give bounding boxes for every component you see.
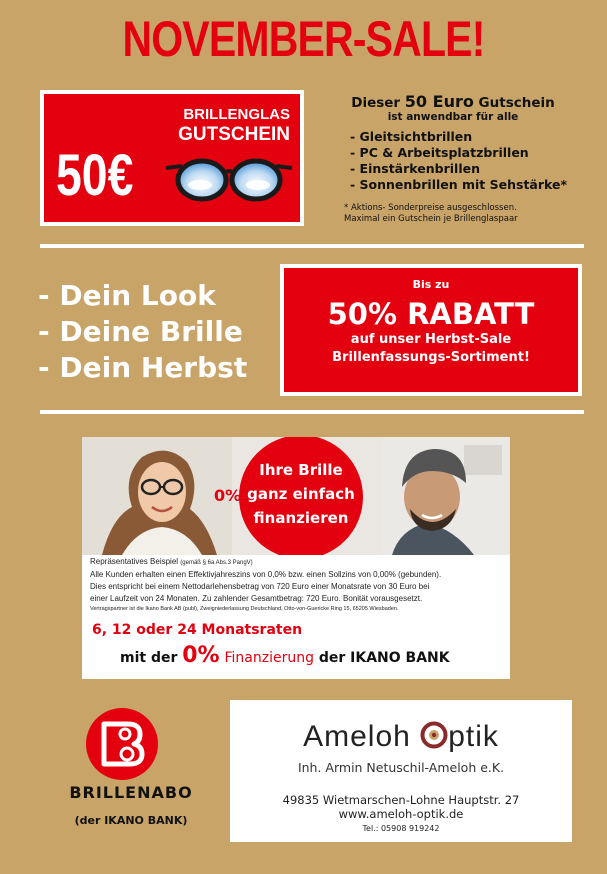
financing-box [82, 437, 510, 679]
rep-title: Repräsentatives Beispiel (gemäß § 6a Abs.3 PangV) [90, 557, 253, 566]
eye-logo-icon [420, 721, 448, 749]
shop-name: Ameloh ptik [303, 720, 499, 753]
list-item: - PC & Arbeitsplatzbrillen [350, 145, 529, 160]
voucher-info-sub: ist anwendbar für alle [387, 111, 519, 123]
brillenabo-name: BRILLENABO [69, 783, 193, 802]
shop-box [230, 700, 572, 842]
shop-website: www.ameloh-optik.de [338, 807, 464, 821]
list-item: - Sonnenbrillen mit Sehstärke* [350, 177, 568, 192]
finance-bank-line: mit der 0% Finanzierung der IKANO BANK [120, 643, 450, 668]
slogan-item: - Dein Look [38, 279, 216, 312]
discount-line: Brillenfassungs-Sortiment! [332, 350, 530, 365]
financing-photo [82, 437, 510, 555]
shop-phone: Tel.: 05908 919242 [362, 824, 440, 833]
finance-bubble-line: ganz einfach [247, 485, 355, 503]
discount-prefix: Bis zu [412, 278, 450, 291]
voucher-info [318, 92, 588, 225]
list-item: - Einstärkenbrillen [350, 161, 480, 176]
finance-bubble-line: Ihre Brille [259, 461, 343, 479]
slogan-item: - Deine Brille [38, 315, 243, 348]
shop-owner: Inh. Armin Netuschil-Ameloh e.K. [297, 760, 505, 775]
rep-line: Alle Kunden erhalten einen Effektivjahreszins von 0,0% bzw. einen Sollzins von 0,00% (gebunden). [90, 570, 442, 579]
rep-line: einer Laufzeit von 24 Monaten. Zu zahlender Gesamtbetrag: 720 Euro. Bonität vorausgesetzt. [90, 594, 423, 603]
finance-rates: 6, 12 oder 24 Monatsraten [92, 622, 303, 638]
rep-line: Dies entspricht bei einem Nettodarlehensbetrag von 720 Euro einer Monatsrate von 30 Euro bei [90, 582, 430, 591]
slogan-list [38, 278, 247, 386]
financing-legal-text [90, 556, 505, 614]
voucher-info-heading: Dieser 50 Euro Gutschein [351, 92, 555, 111]
shop-address: 49835 Wietmarschen-Lohne Hauptstr. 27 [282, 793, 520, 807]
voucher-product-list [318, 129, 588, 193]
divider [40, 244, 584, 248]
discount-line: auf unser Herbst-Sale [350, 332, 512, 347]
discount-box [280, 264, 582, 396]
voucher-box [40, 90, 304, 226]
rep-partner: Vertragspartner ist die Ikano Bank AB (publ), Zweigniederlassung Deutschland, Otto-von-Guericke Ring 15, 65205 Wiesbaden. [90, 606, 399, 612]
slogan-item: - Dein Herbst [38, 351, 248, 384]
list-item: - Gleitsichtbrillen [350, 129, 473, 144]
voucher-amount: 50€ [56, 143, 134, 208]
brillenabo-subtitle: (der IKANO BANK) [74, 814, 188, 827]
divider [40, 410, 584, 414]
glasses-icon [164, 154, 294, 204]
voucher-line1: BRILLENGLAS [183, 106, 290, 123]
discount-headline: 50% RABATT [327, 297, 535, 331]
brillenabo-logo [84, 706, 160, 782]
voucher-line2: GUTSCHEIN [178, 124, 290, 145]
voucher-footnote: * Aktions- Sonderpreise ausgeschlossen. Maximal ein Gutschein je Brillenglaspaar [344, 203, 518, 224]
finance-bubble-line: finanzieren [253, 509, 349, 527]
page-title: NOVEMBER-SALE! [122, 11, 485, 67]
finance-badge: 0% [214, 486, 242, 505]
